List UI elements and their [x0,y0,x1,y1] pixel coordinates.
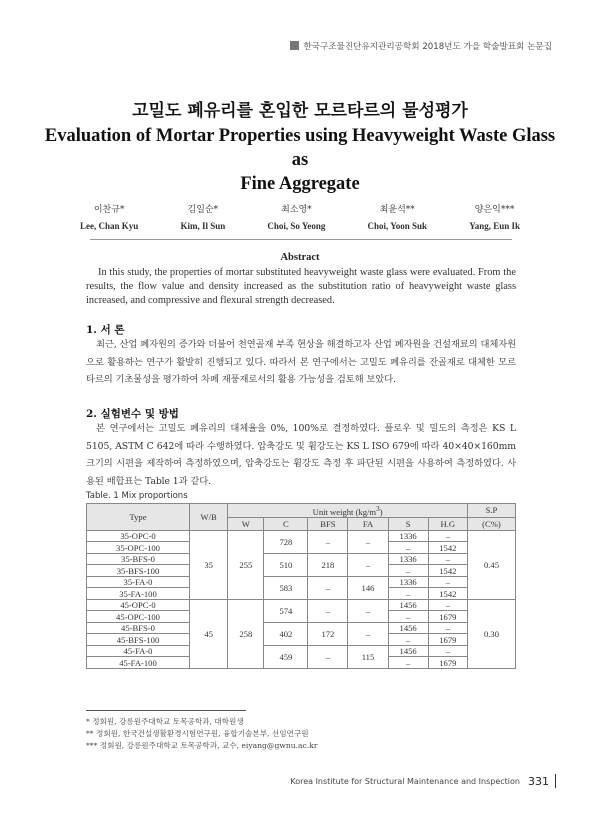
journal-header [290,40,552,52]
author-name-en: Yang, Eun Ik [469,221,520,231]
cell-fa: 146 [348,576,388,599]
methods-text: 본 연구에서는 고밀도 폐유리의 대체율을 0%, 100%로 결정하였다. 플로우 및 밀도의 측정은 KS L 5105, ASTM C 642에 따라 수행하였다. 압축강도 및 휨강도는 KS L ISO 679에 따라 40×40×160mm 크기의 시편을 제작하여 측정하였으며, 압축강도는 휨강도 측정 후 파단된 시편을 사용하여 측정하였다. 사용된 배합표는 Table 1과 같다. [86,423,516,487]
col-header-type: Type [87,504,190,531]
cell-type: 45-OPC-100 [87,611,190,623]
cell-s: – [388,657,428,669]
footnote-divider [86,710,246,711]
author [469,202,520,231]
cell-fa: – [348,622,388,645]
cell-s: 1456 [388,622,428,634]
cell-w: 258 [228,599,264,668]
cell-s: 1456 [388,645,428,657]
footer-org: Korea Institute for Structural Maintenance and Inspection [290,776,520,786]
col-header-c: C [264,517,308,530]
journal-name: 한국구조물진단유지관리공학회 2018년도 가을 학술발표회 논문집 [303,42,552,52]
cell-type: 45-BFS-100 [87,634,190,646]
abstract-heading: Abstract [280,252,320,263]
cell-hg: – [428,553,467,565]
introduction-text: 최근, 산업 폐자원의 증가와 더불어 천연골재 부족 현상을 해결하고자 산업 폐자원을 건설재료의 대체자원으로 활용하는 연구가 활발히 진행되고 있다. 따라서 본 연구에서는 고밀도 폐유리를 잔골재로 대체한 모르타르의 기초물성을 평가하여 차폐 재풍재로서의 활용 가능성을 검토해 보았다. [86,339,516,385]
cell-type: 45-FA-100 [87,657,190,669]
footnote: *** 정회원, 강릉원주대학교 토목공학과, 교수, eiyang@gwnu.ac.kr [86,741,318,750]
cell-s: – [388,611,428,623]
english-title-line2: Fine Aggregate [240,174,360,194]
cell-c: 510 [264,553,308,576]
author [267,202,325,231]
cell-s: 1336 [388,553,428,565]
cell-type: 35-FA-0 [87,576,190,588]
cell-hg: – [428,576,467,588]
col-header-sp: S.P [467,504,515,518]
cell-c: 402 [264,622,308,645]
author [180,202,225,231]
table-row [87,530,516,542]
cell-hg: – [428,645,467,657]
cell-hg: 1542 [428,565,467,577]
cell-c: 459 [264,645,308,668]
cell-bfs: – [308,576,348,599]
journal-logo-icon [290,41,299,50]
footer-bar [555,774,556,788]
col-header-hg: H.G [428,517,467,530]
author-name-ko: 김일순* [187,205,219,215]
cell-s: 1336 [388,576,428,588]
english-title-line1: Evaluation of Mortar Properties using Heavyweight Waste Glass as [44,126,556,170]
cell-c: 583 [264,576,308,599]
cell-bfs: 172 [308,622,348,645]
cell-bfs: 218 [308,553,348,576]
col-header-fa: FA [348,517,388,530]
author [368,202,427,231]
cell-fa: – [348,530,388,553]
cell-type: 35-FA-100 [87,588,190,600]
abstract-text: In this study, the properties of mortar substituted heavyweight waste glass were evaluated. From the results, the flow value and density increased as the substitution ratio of heavyweight waste glass increased, and compressive and flexural strength decreased. [86,267,516,306]
english-title [40,124,560,196]
author-name-en: Choi, So Yeong [267,221,326,231]
cell-type: 35-OPC-0 [87,530,190,542]
cell-bfs: – [308,599,348,622]
korean-title: 고밀도 폐유리를 혼입한 모르타르의 물성평가 [132,101,468,121]
col-header-s: S [388,517,428,530]
cell-sp: 0.45 [467,530,515,599]
cell-hg: 1679 [428,634,467,646]
footnote: * 정회원, 강릉원주대학교 토목공학과, 대학원생 [86,717,244,726]
cell-fa: – [348,599,388,622]
unit-weight-sup: 3 [376,505,380,513]
table-row [87,553,516,565]
table-row [87,622,516,634]
cell-c: 728 [264,530,308,553]
cell-hg: 1679 [428,611,467,623]
table-row [87,599,516,611]
divider [90,239,512,240]
cell-hg: 1542 [428,588,467,600]
cell-type: 35-BFS-0 [87,553,190,565]
cell-s: – [388,588,428,600]
cell-wb: 35 [190,530,228,599]
author-list [80,202,520,231]
author-name-ko: 이찬규* [93,205,125,215]
cell-s: 1456 [388,599,428,611]
col-header-bfs: BFS [308,517,348,530]
cell-hg: – [428,530,467,542]
cell-type: 45-OPC-0 [87,599,190,611]
col-header-unit-weight [228,504,468,518]
cell-bfs: – [308,645,348,668]
section-heading-methods: 2. 실험변수 및 방법 [86,408,179,420]
cell-hg: 1542 [428,542,467,554]
author-name-en: Kim, Il Sun [180,221,226,231]
cell-type: 45-BFS-0 [87,622,190,634]
cell-hg: – [428,622,467,634]
author-name-ko: 최윤석** [379,205,415,215]
author-name-ko: 최소영* [281,205,312,215]
cell-type: 35-OPC-100 [87,542,190,554]
section-heading-introduction: 1. 서 론 [86,324,125,336]
mix-proportions-table [86,503,516,669]
cell-w: 255 [228,530,264,599]
cell-c: 574 [264,599,308,622]
author-name-en: Lee, Chan Kyu [80,221,139,231]
table-row [87,576,516,588]
cell-fa: 115 [348,645,388,668]
footnote: ** 정회원, 한국건설생활환경시험연구원, 융합기술본부, 선임연구원 [86,729,309,738]
table-row [87,645,516,657]
table-caption: Table. 1 Mix proportions [86,491,188,501]
cell-s: – [388,542,428,554]
cell-hg: 1679 [428,657,467,669]
author-name-ko: 양은익*** [474,205,515,215]
cell-s: – [388,565,428,577]
cell-hg: – [428,599,467,611]
page-number: 331 [528,774,549,788]
cell-bfs: – [308,530,348,553]
cell-s: 1336 [388,530,428,542]
page-footer [290,774,556,788]
col-header-wb: W/B [190,504,228,531]
col-header-w: W [228,517,264,530]
cell-fa: – [348,553,388,576]
author-name-en: Choi, Yoon Suk [367,221,427,231]
unit-weight-close: ) [379,506,383,517]
cell-wb: 45 [190,599,228,668]
author [80,202,138,231]
cell-type: 45-FA-0 [87,645,190,657]
cell-s: – [388,634,428,646]
cell-type: 35-BFS-100 [87,565,190,577]
cell-sp: 0.30 [467,599,515,668]
unit-weight-label: Unit weight (kg/m [312,506,377,517]
col-header-sp-unit: (C%) [467,517,515,530]
